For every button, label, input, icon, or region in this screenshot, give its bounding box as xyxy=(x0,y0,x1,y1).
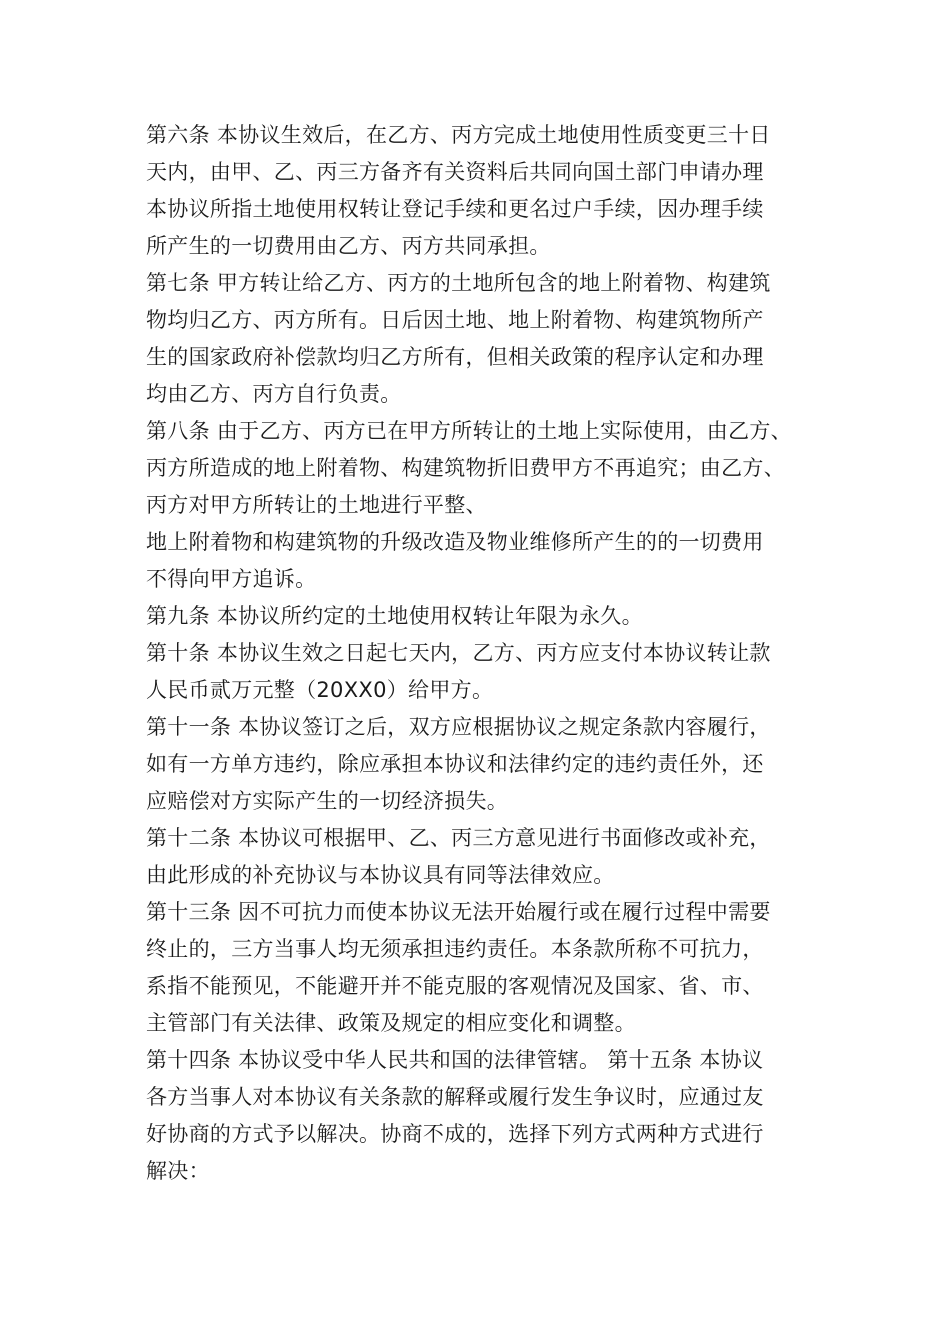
text-line: 第八条 由于乙方、丙方已在甲方所转让的土地上实际使用，由乙方、 xyxy=(146,419,792,443)
text-line: 人民币贰万元整（20XX0）给甲方。 xyxy=(146,678,494,702)
text-line: 如有一方单方违约，除应承担本协议和法律约定的违约责任外，还 xyxy=(146,752,764,776)
text-line: 系指不能预见，不能避开并不能克服的客观情况及国家、省、市、 xyxy=(146,974,764,998)
text-line: 解决： xyxy=(146,1159,210,1183)
text-line: 第七条 甲方转让给乙方、丙方的土地所包含的地上附着物、构建筑 xyxy=(146,271,771,295)
text-line: 均由乙方、丙方自行负责。 xyxy=(146,382,402,406)
text-line: 第十三条 因不可抗力而使本协议无法开始履行或在履行过程中需要 xyxy=(146,900,771,924)
text-line: 生的国家政府补偿款均归乙方所有，但相关政策的程序认定和办理 xyxy=(146,345,764,369)
text-line: 天内，由甲、乙、丙三方备齐有关资料后共同向国土部门申请办理 xyxy=(146,160,764,184)
text-line: 主管部门有关法律、政策及规定的相应变化和调整。 xyxy=(146,1011,636,1035)
text-line: 丙方对甲方所转让的土地进行平整、 xyxy=(146,493,487,517)
text-line: 第六条 本协议生效后，在乙方、丙方完成土地使用性质变更三十日 xyxy=(146,123,771,147)
text-line: 由此形成的补充协议与本协议具有同等法律效应。 xyxy=(146,863,615,887)
text-line: 第十四条 本协议受中华人民共和国的法律管辖。 第十五条 本协议 xyxy=(146,1048,764,1072)
text-line: 第十二条 本协议可根据甲、乙、丙三方意见进行书面修改或补充， xyxy=(146,826,771,850)
text-line: 第十一条 本协议签订之后，双方应根据协议之规定条款内容履行， xyxy=(146,715,771,739)
document-body xyxy=(146,117,836,1190)
text-line: 终止的，三方当事人均无须承担违约责任。本条款所称不可抗力， xyxy=(146,937,764,961)
text-line: 应赔偿对方实际产生的一切经济损失。 xyxy=(146,789,509,813)
text-line: 好协商的方式予以解决。协商不成的，选择下列方式两种方式进行 xyxy=(146,1122,764,1146)
text-line: 第十条 本协议生效之日起七天内，乙方、丙方应支付本协议转让款 xyxy=(146,641,771,665)
text-line: 所产生的一切费用由乙方、丙方共同承担。 xyxy=(146,234,551,258)
text-line: 本协议所指土地使用权转让登记手续和更名过户手续，因办理手续 xyxy=(146,197,764,221)
text-line: 物均归乙方、丙方所有。日后因土地、地上附着物、构建筑物所产 xyxy=(146,308,764,332)
text-line: 第九条 本协议所约定的土地使用权转让年限为永久。 xyxy=(146,604,643,628)
text-line: 各方当事人对本协议有关条款的解释或履行发生争议时，应通过友 xyxy=(146,1085,764,1109)
text-line: 地上附着物和构建筑物的升级改造及物业维修所产生的的一切费用 xyxy=(146,530,764,554)
text-line: 丙方所造成的地上附着物、构建筑物折旧费甲方不再追究；由乙方、 xyxy=(146,456,785,480)
text-line: 不得向甲方追诉。 xyxy=(146,567,317,591)
